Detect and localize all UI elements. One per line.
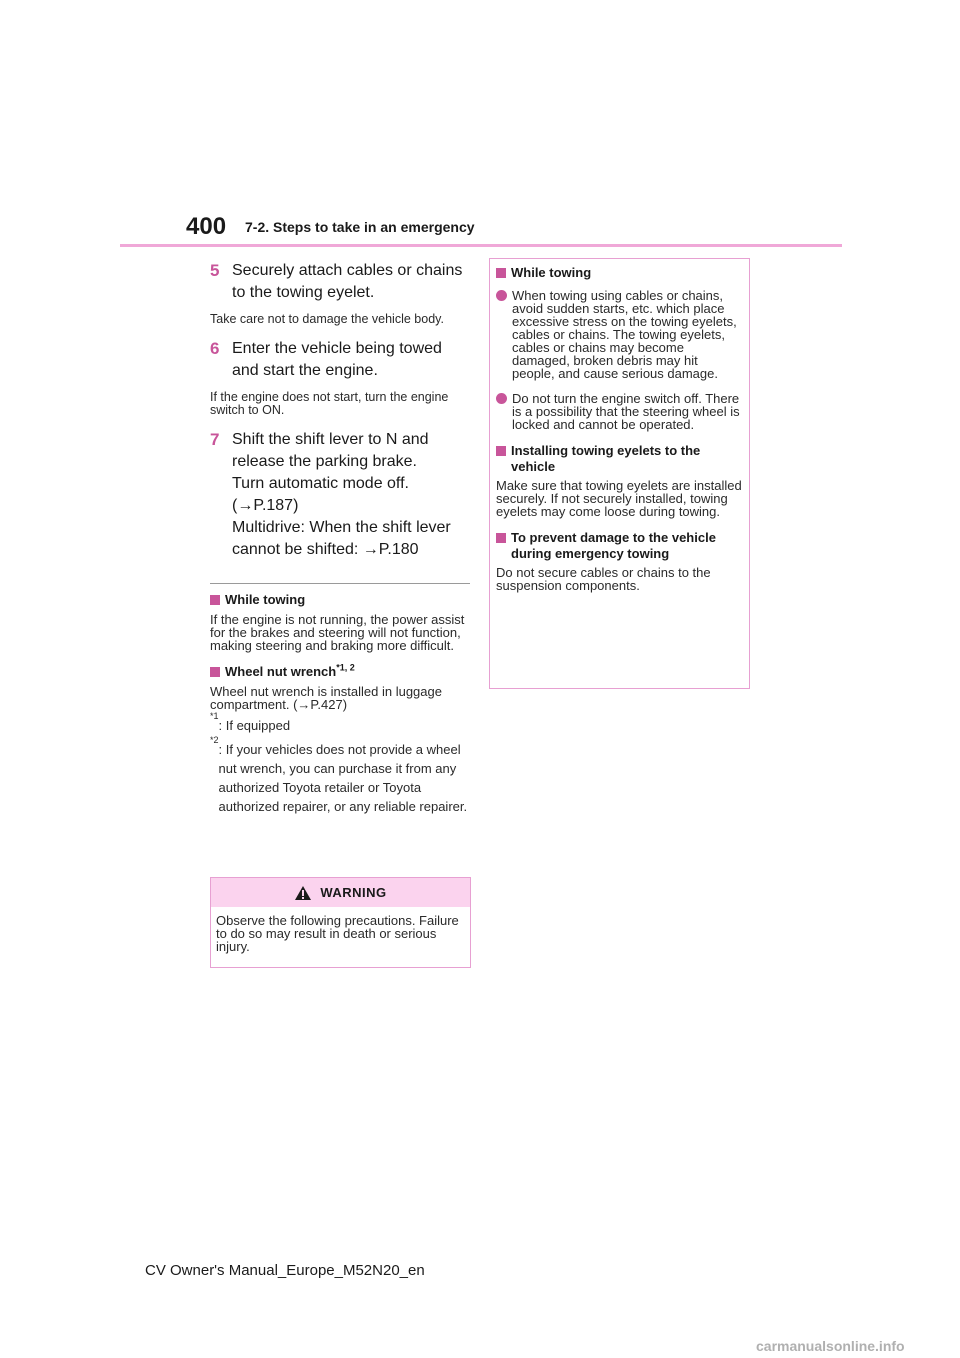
caution-heading-prevent-damage (496, 530, 743, 562)
watermark-logo: carmanualsonline.info (756, 1338, 905, 1354)
caution-heading-installing (496, 443, 743, 475)
square-bullet-icon (496, 446, 506, 456)
warning-box (210, 877, 471, 968)
square-bullet-icon (210, 667, 220, 677)
caution-heading-while-towing (496, 265, 743, 281)
caution-bullet (496, 289, 743, 380)
info-heading-while-towing (210, 592, 470, 608)
caution-heading-text: While towing (511, 265, 592, 280)
caution-bullet (496, 392, 743, 431)
step-line: Turn automatic mode off. (→P.187) (232, 475, 409, 514)
caution-bullet-text: Do not turn the engine switch off. There is a possibility that the steering wheel is locked and cannot be operated. (512, 391, 740, 432)
info-heading-text: Wheel nut wrench$^{*1, 2}$ (225, 662, 355, 679)
footnote-2 (210, 735, 470, 816)
square-bullet-icon (210, 595, 220, 605)
page-number: 400 (186, 213, 227, 240)
footnote-ref: *1, 2 (336, 662, 355, 673)
square-bullet-icon (496, 533, 506, 543)
footnote-text: : If equipped (218, 718, 291, 733)
footnote-text: : If your vehicles does not provide a wheel nut wrench, you can purchase it from any authorized Toyota retailer or Toyota authorized repairer, or any reliable repairer. (218, 742, 468, 814)
footnote-mark: *1 (210, 711, 219, 721)
square-bullet-icon (496, 268, 506, 278)
step-text: Enter the vehicle being towed and start the engine. (232, 340, 442, 379)
step-number: 5 (210, 261, 220, 280)
caution-heading-text: To prevent damage to the vehicle during emergency towing (511, 530, 716, 561)
caution-heading-text: Installing towing eyelets to the vehicle (511, 443, 701, 474)
step-text (232, 429, 470, 561)
footnote-1 (210, 711, 470, 735)
step-7 (210, 429, 470, 561)
caution-body: Make sure that towing eyelets are installed securely. If not securely installed, towing eyelets may come loose during towing. (496, 478, 742, 519)
info-heading-wheel-nut-wrench (210, 664, 470, 680)
caution-bullet-text: When towing using cables or chains, avoid sudden starts, etc. which place excessive stress on the towing eyelets, cables or chains. The towing eyelets, cables or chains may become damaged, broken debris may hit people, and cause serious damage. (512, 288, 737, 381)
step-note: Take care not to damage the vehicle body. (210, 312, 444, 326)
step-number: 7 (210, 430, 220, 449)
warning-header (211, 878, 470, 907)
step-line: Multidrive: When the shift lever cannot be shifted: →P.180 (232, 519, 451, 558)
step-5 (210, 260, 470, 304)
step-note: If the engine does not start, turn the engine switch to ON. (210, 390, 449, 417)
header-rule (120, 244, 842, 247)
warning-triangle-icon (294, 885, 312, 901)
info-body: If the engine is not running, the power assist for the brakes and steering will not function, making steering and braking more difficult. (210, 612, 465, 653)
step-6 (210, 338, 470, 382)
circle-bullet-icon (496, 290, 507, 301)
caution-box (489, 258, 750, 689)
caution-body: Do not secure cables or chains to the suspension components. (496, 565, 711, 593)
section-divider (210, 583, 470, 584)
warning-title: WARNING (320, 885, 387, 900)
footnote-mark: *2 (210, 735, 219, 745)
info-heading-text: While towing (225, 592, 306, 607)
left-column (210, 254, 470, 816)
step-text: Securely attach cables or chains to the towing eyelet. (232, 262, 463, 301)
step-line: Shift the shift lever to N and release the parking brake. (232, 431, 429, 470)
circle-bullet-icon (496, 393, 507, 404)
manual-footer: CV Owner's Manual_Europe_M52N20_en (145, 1262, 425, 1279)
info-body: Wheel nut wrench is installed in luggage compartment. (→P.427) (210, 684, 442, 712)
warning-body: Observe the following precautions. Failure to do so may result in death or serious injury. (216, 913, 459, 954)
step-number: 6 (210, 339, 220, 358)
section-title: 7-2. Steps to take in an emergency (245, 219, 475, 235)
